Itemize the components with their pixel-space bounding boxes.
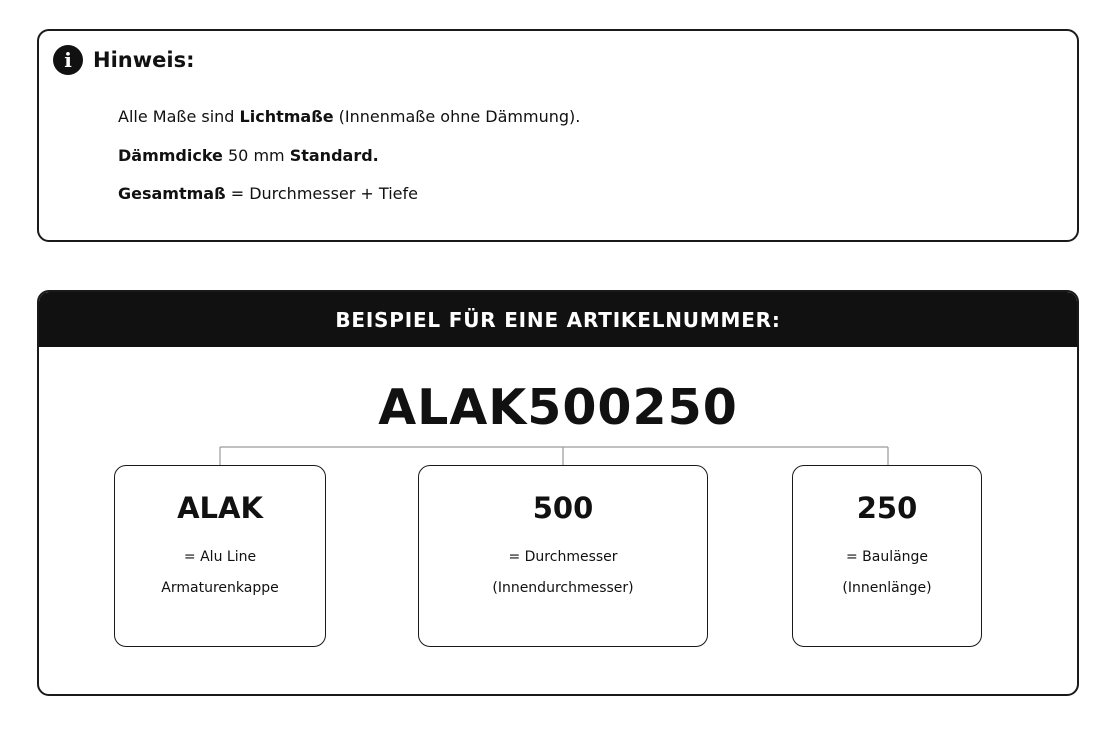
- part-description: [115, 542, 325, 604]
- note-line-total: [118, 184, 580, 204]
- note-line-dimensions-prefix: Alle Maße sind: [118, 107, 240, 126]
- part-code: ALAK: [177, 491, 263, 525]
- note-header: [53, 45, 194, 75]
- part-description-line: = Durchmesser: [508, 549, 618, 565]
- note-line-total-suffix: = Durchmesser + Tiefe: [225, 184, 418, 203]
- part-code: 500: [532, 491, 594, 525]
- part-code: 250: [856, 491, 918, 525]
- note-line-insulation-middle: 50 mm: [222, 145, 290, 165]
- article-number: ALAK500250: [378, 379, 738, 436]
- note-line-dimensions-bold: Lichtmaße: [239, 107, 334, 126]
- part-description: [419, 542, 707, 604]
- part-description: [793, 542, 981, 604]
- note-line-dimensions: [118, 107, 580, 127]
- note-line-insulation-bold1: Dämmdicke: [118, 145, 223, 165]
- note-title: Hinweis:: [93, 48, 195, 72]
- info-icon: i: [53, 45, 83, 75]
- note-box: [37, 29, 1079, 242]
- part-box-250: [792, 465, 982, 647]
- part-box-500: [418, 465, 708, 647]
- part-description-line: = Baulänge: [845, 549, 929, 565]
- example-header: BEISPIEL FÜR EINE ARTIKELNUMMER:: [39, 292, 1077, 347]
- note-line-dimensions-suffix: (Innenmaße ohne Dämmung).: [333, 107, 581, 126]
- part-description-line: Armaturenkappe: [161, 580, 279, 596]
- note-line-insulation: [118, 146, 580, 166]
- part-box-alak: [114, 465, 326, 647]
- part-description-line: = Alu Line: [183, 549, 257, 565]
- note-line-insulation-bold2: Standard.: [289, 145, 379, 165]
- note-line-total-bold: Gesamtmaß: [118, 184, 226, 203]
- note-lines: [118, 107, 580, 223]
- part-description-line: (Innenlänge): [842, 580, 932, 596]
- example-box: [37, 290, 1079, 696]
- part-description-line: (Innendurchmesser): [492, 580, 634, 596]
